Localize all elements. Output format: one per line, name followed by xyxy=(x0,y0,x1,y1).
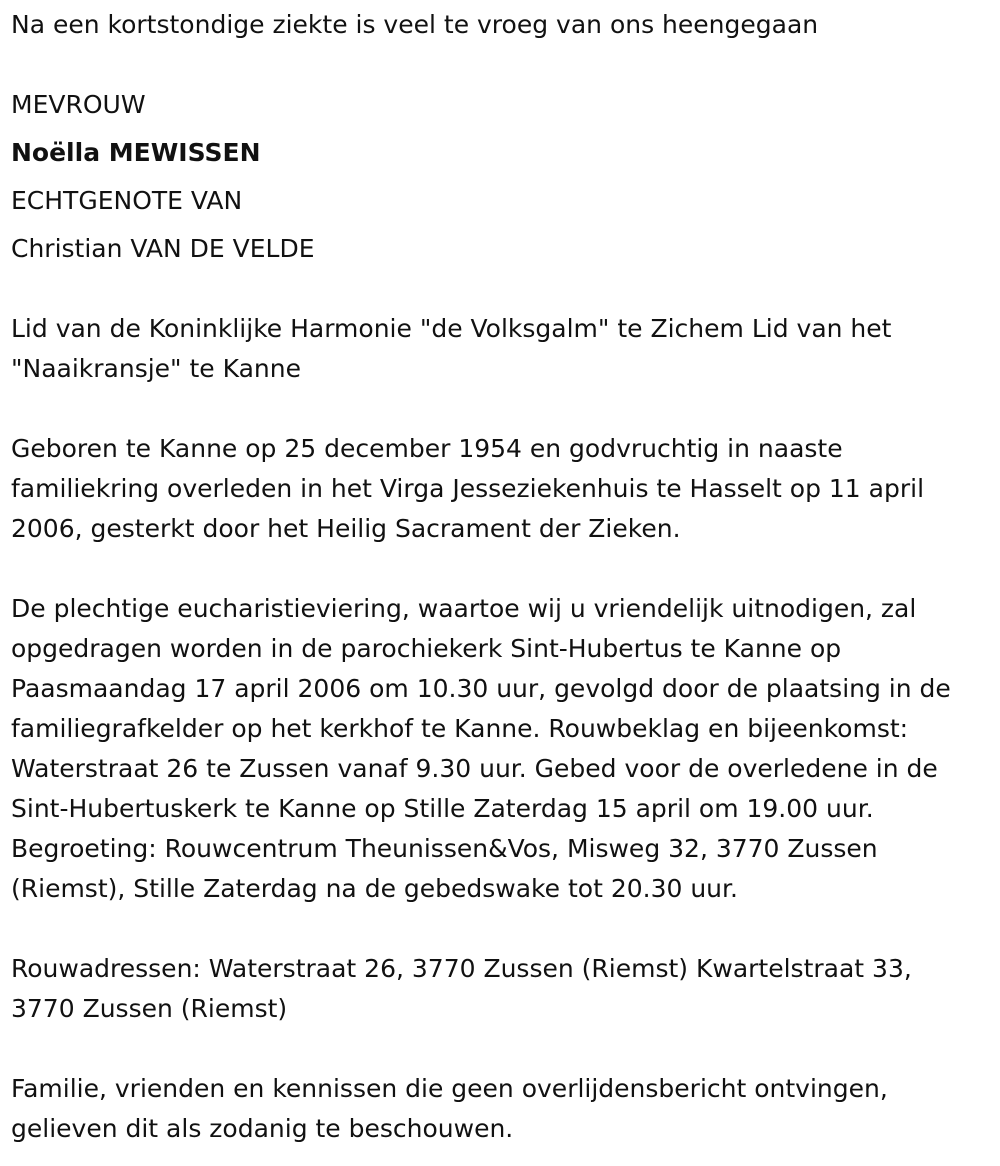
title-prefix: MEVROUW xyxy=(11,90,146,119)
birth-death-paragraph: Geboren te Kanne op 25 december 1954 en godvruchtig in naaste familiekring overleden in het Virga Jesseziekenhuis te Hasselt op 11 april 2006, gesterkt door het Heilig Sacrament der Zieken. xyxy=(11,434,925,543)
spouse-name: Christian VAN DE VELDE xyxy=(11,234,315,263)
membership-paragraph: Lid van de Koninklijke Harmonie "de Volksgalm" te Zichem Lid van het "Naaikransje" te Kanne xyxy=(11,314,892,383)
closing-paragraph: Familie, vrienden en kennissen die geen overlijdensbericht ontvingen, gelieven dit als zodanig te beschouwen. xyxy=(11,1074,888,1143)
addresses-paragraph: Rouwadressen: Waterstraat 26, 3770 Zussen (Riemst) Kwartelstraat 33, 3770 Zussen (Riemst) xyxy=(11,954,912,1023)
ceremony-paragraph: De plechtige eucharistieviering, waartoe wij u vriendelijk uitnodigen, zal opgedragen worden in de parochiekerk Sint-Hubertus te Kanne op Paasmaandag 17 april 2006 om 10.30 uur, gevolgd door de plaatsing in de familiegrafkelder op het kerkhof te Kanne. Rouwbeklag en bijeenkomst: Waterstraat 26 te Zussen vanaf 9.30 uur. Gebed voor de overledene in de Sint-Hubertuskerk te Kanne op Stille Zaterdag 15 april om 19.00 uur. Begroeting: Rouwcentrum Theunissen&Vos, Misweg 32, 3770 Zussen (Riemst), Stille Zaterdag na de gebedswake tot 20.30 uur. xyxy=(11,594,951,903)
relation-text: ECHTGENOTE VAN xyxy=(11,186,243,215)
intro-text: Na een kortstondige ziekte is veel te vroeg van ons heengegaan xyxy=(11,10,819,39)
deceased-name: Noëlla MEWISSEN xyxy=(11,138,261,167)
